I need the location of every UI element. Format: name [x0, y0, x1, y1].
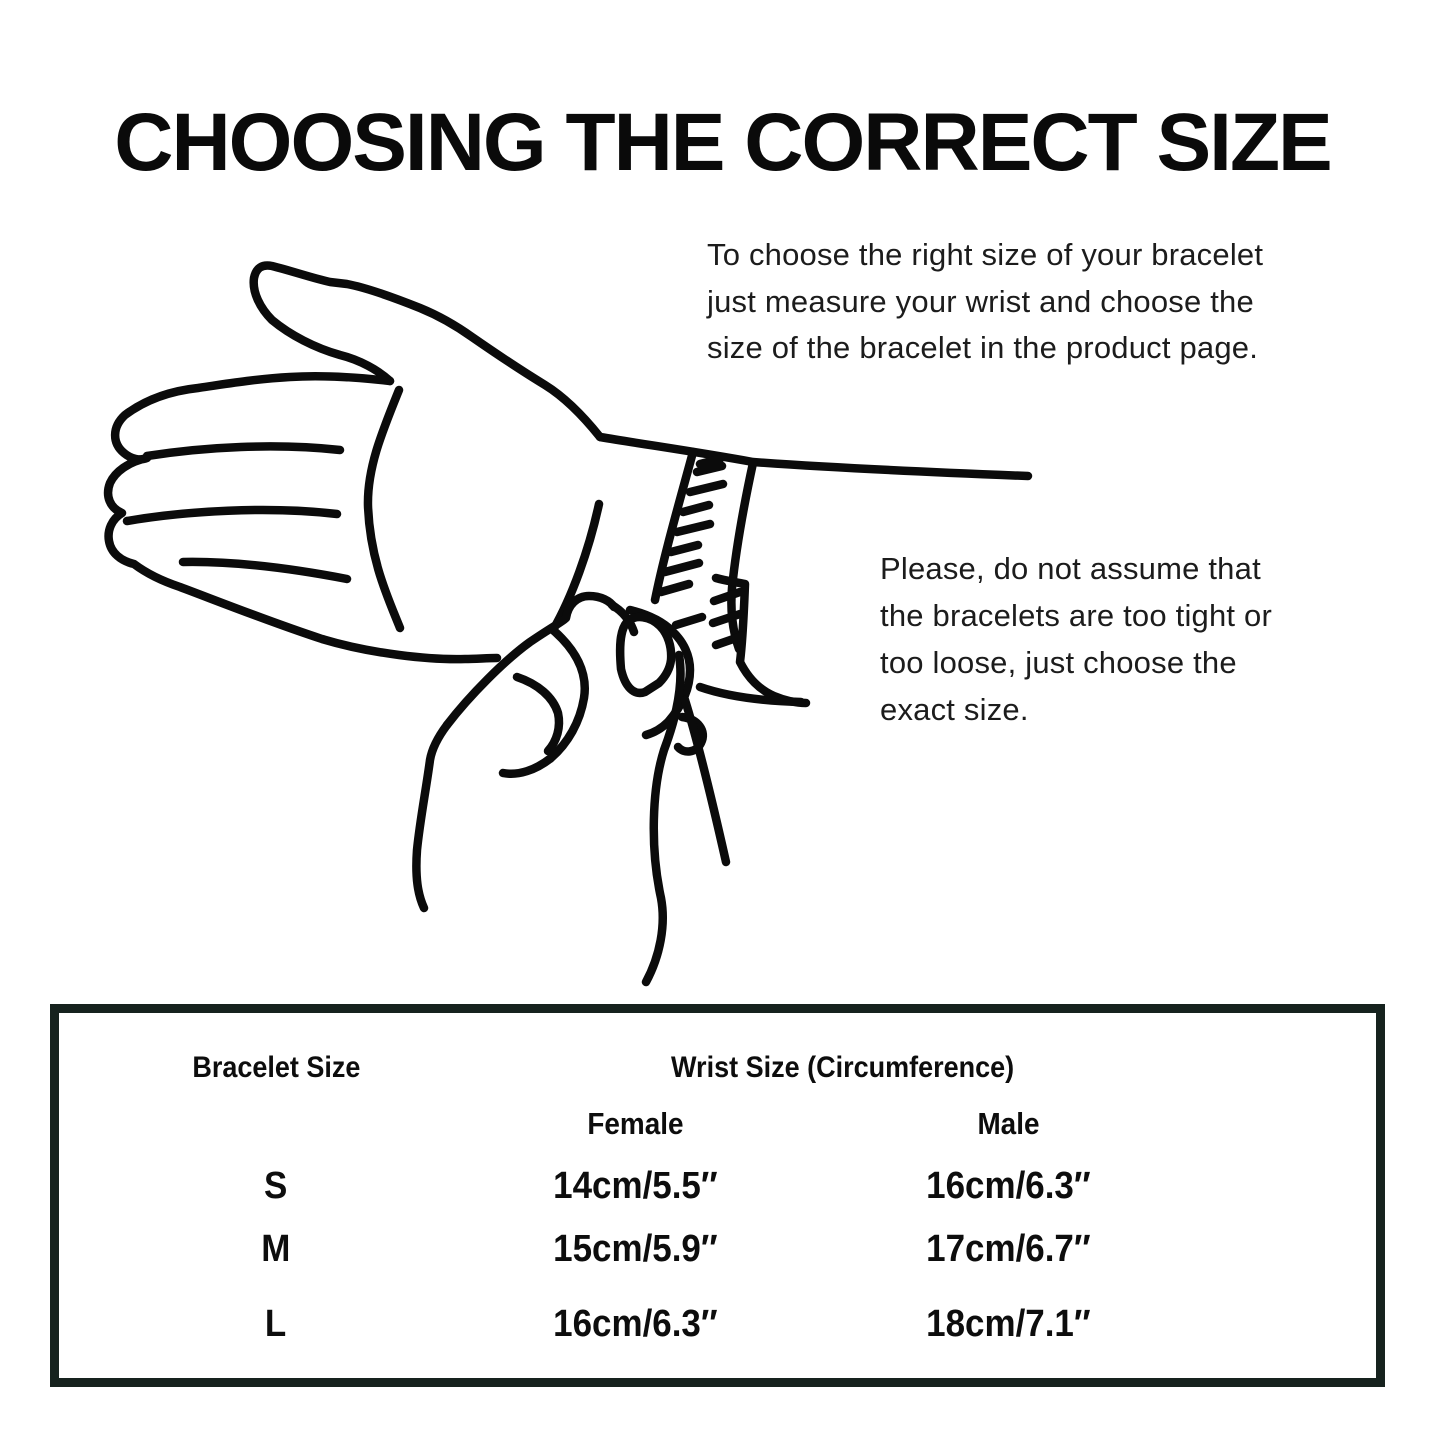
note-line: exact size. — [880, 692, 1029, 727]
intro-paragraph — [707, 232, 1263, 372]
table-row-m-size — [76, 1225, 476, 1273]
tape-hanging-end — [646, 655, 681, 982]
size-s-female-value: 14cm/5.5″ — [552, 1165, 718, 1207]
table-row-m-male-value — [808, 1225, 1208, 1273]
curled-finger-inner-line — [517, 677, 559, 751]
subheader-male — [808, 1105, 1208, 1143]
intro-line: To choose the right size of your bracelet — [707, 237, 1264, 272]
column-header-wrist-size — [643, 1049, 1043, 1087]
size-m-label: M — [261, 1228, 291, 1270]
intro-line: size of the bracelet in the product page. — [707, 330, 1259, 365]
thumb-outline — [254, 266, 600, 438]
subheader-male-label: Male — [976, 1106, 1040, 1141]
table-row-s-size — [76, 1162, 476, 1210]
table-row-s-female-value — [435, 1162, 835, 1210]
column-header-wrist-size-label: Wrist Size (Circumference) — [671, 1051, 1015, 1084]
finger-separation-line-3 — [183, 562, 347, 579]
column-header-bracelet-size — [76, 1049, 476, 1087]
holding-thumb-nail — [620, 617, 671, 693]
note-line: too loose, just choose the — [880, 645, 1237, 680]
size-l-male-value: 18cm/7.1″ — [925, 1303, 1091, 1345]
finger-separation-line-1 — [147, 446, 340, 456]
subheader-female-label: Female — [586, 1106, 684, 1141]
note-line: the bracelets are too tight or — [880, 598, 1273, 633]
size-m-male-value: 17cm/6.7″ — [925, 1228, 1091, 1270]
size-s-label: S — [264, 1165, 288, 1207]
column-header-bracelet-size-label: Bracelet Size — [191, 1051, 361, 1084]
palm-edge-and-curled-finger — [503, 504, 599, 774]
subheader-female — [435, 1105, 835, 1143]
finger-separation-line-2 — [127, 510, 337, 521]
size-l-female-value: 16cm/6.3″ — [552, 1303, 718, 1345]
table-row-l-female-value — [435, 1300, 835, 1348]
intro-line: just measure your wrist and choose the — [707, 283, 1254, 319]
size-l-label: L — [265, 1303, 287, 1345]
size-table — [50, 1004, 1385, 1387]
tape-end-hatches — [713, 592, 742, 645]
table-row-l-male-value — [808, 1300, 1208, 1348]
note-line: Please, do not assume that — [880, 551, 1261, 586]
table-row-m-female-value — [435, 1225, 835, 1273]
holding-forearm-left — [416, 725, 447, 908]
tape-end-diagonal — [685, 700, 726, 862]
page-title: CHOOSING THE CORRECT SIZE — [114, 97, 1331, 188]
tape-end-flag-bottom — [700, 687, 801, 702]
arm-line — [600, 437, 1028, 476]
palm-crease — [368, 390, 400, 628]
table-row-l-size — [76, 1300, 476, 1348]
note-paragraph — [880, 545, 1272, 733]
table-row-s-male-value — [808, 1162, 1208, 1210]
size-m-female-value: 15cm/5.9″ — [552, 1228, 718, 1270]
size-s-male-value: 16cm/6.3″ — [925, 1165, 1091, 1207]
